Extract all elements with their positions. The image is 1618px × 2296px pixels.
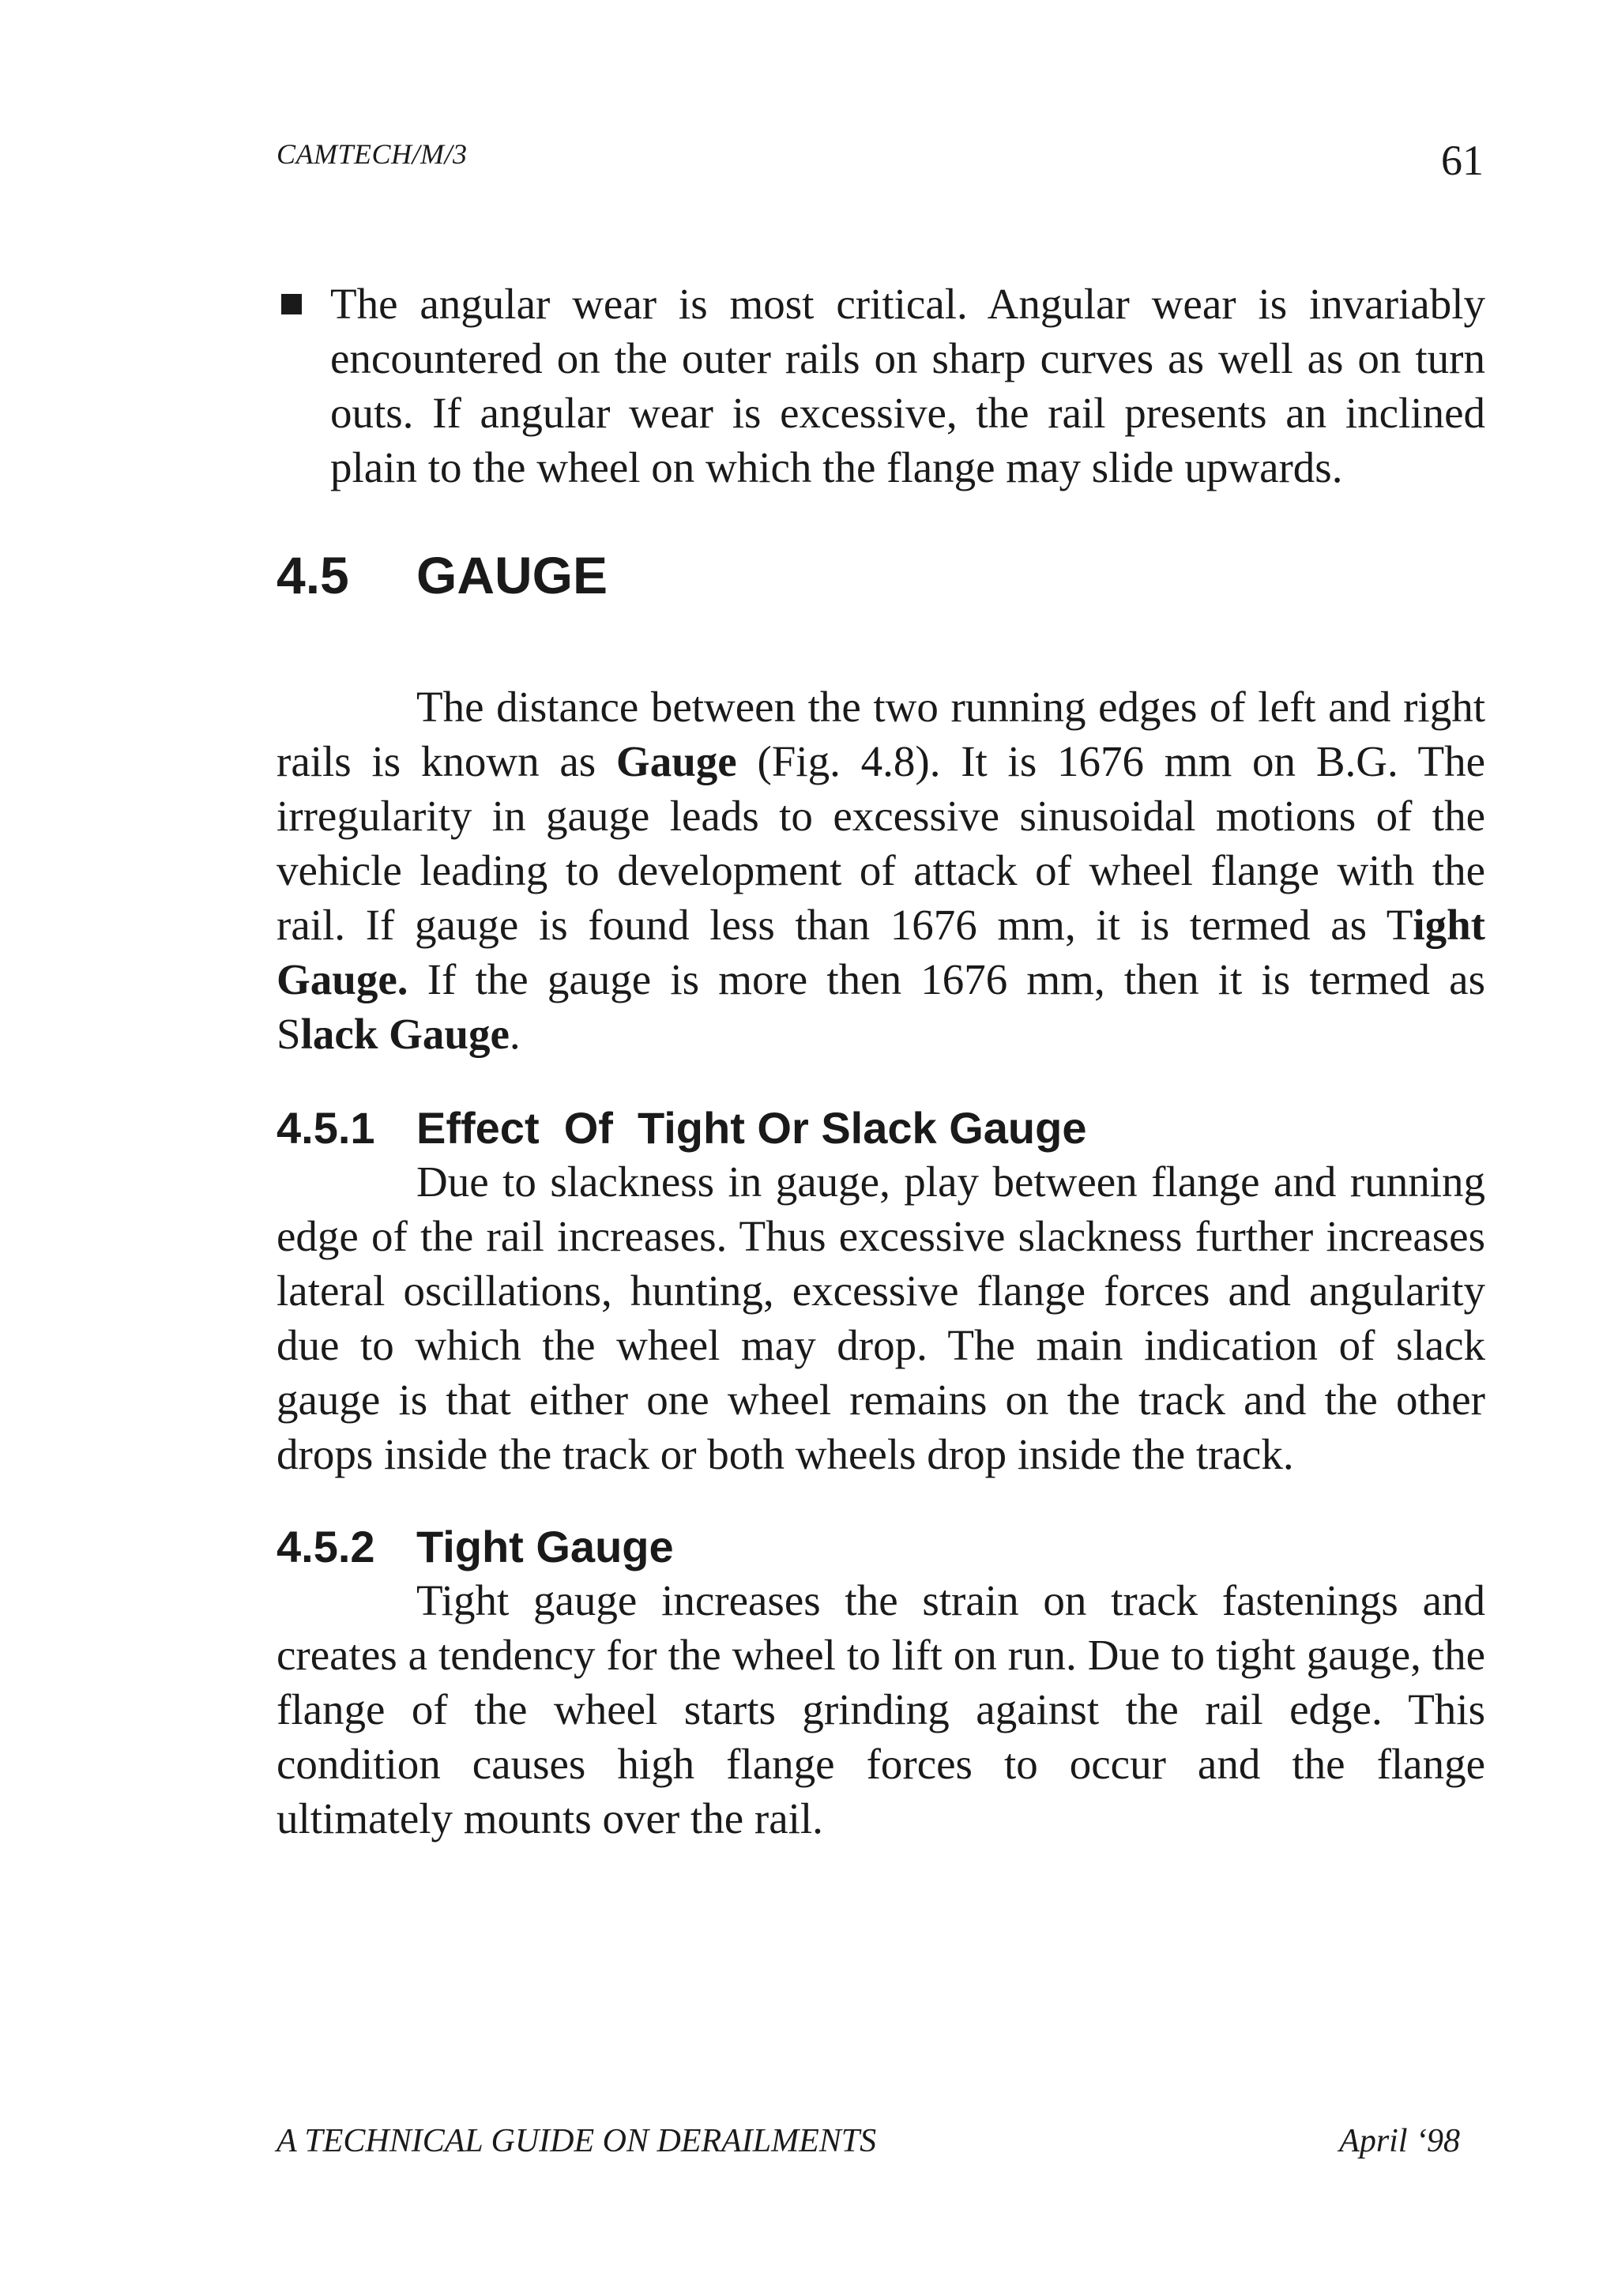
subsection-heading-4-5-1 (277, 1102, 1485, 1154)
footer-date: April ‘98 (1339, 2123, 1460, 2159)
bullet-item (277, 277, 1485, 495)
subsection-title: Tight Gauge (416, 1522, 674, 1571)
tight-gauge-paragraph: Tight gauge increases the strain on track fastenings and creates a tendency for the wheel to lift on run. Due to tight gauge, the flange of the wheel starts grinding against the rail edge. This condition causes high flange forces to occur and the flange ultimately mounts over the rail. (277, 1576, 1485, 1842)
gauge-term: Gauge (615, 737, 737, 785)
gauge-text-part-2: (Fig. 4.8). It is 1676 mm on B.G. The irregularity in gauge leads to excessive sinusoidal motions of the vehicle leading to development of attack of wheel flange with the rail. If gauge is found less than 1676 mm, it is termed as T (277, 737, 1485, 949)
header-doc-code: CAMTECH/M/3 (277, 138, 468, 170)
gauge-text-end: . (509, 1010, 521, 1058)
slack-gauge-paragraph: Due to slackness in gauge, play between flange and running edge of the rail increases. Thus excessive slackness further increases lateral oscillations, hunting, excessive flange forces and angularity due to which the wheel may drop. The main indication of slack gauge is that either one wheel remains on the track and the other drops inside the track or both wheels drop inside the track. (277, 1157, 1485, 1478)
subsection-heading-4-5-2 (277, 1521, 1485, 1573)
subsection-number: 4.5.1 (277, 1103, 375, 1153)
bullet-text: The angular wear is most critical. Angular wear is invariably encountered on the outer rails on sharp curves as well as on turn outs. If angular wear is excessive, the rail presents an inclined plain to the wheel on which the flange may slide upwards. (330, 280, 1485, 491)
section-number: 4.5 (277, 546, 349, 604)
subsection-title: Effect Of Tight Or Slack Gauge (416, 1103, 1087, 1153)
page-number: 61 (1441, 137, 1484, 184)
subsection-number: 4.5.2 (277, 1522, 375, 1571)
section-title: GAUGE (416, 546, 608, 604)
tight-gauge-term: ight Gauge. (277, 901, 1485, 1003)
footer-title: A TECHNICAL GUIDE ON DERAILMENTS (277, 2123, 877, 2159)
gauge-text-part-3: If the gauge is more then 1676 mm, then it is termed as S (277, 955, 1485, 1058)
square-bullet-icon (281, 294, 302, 314)
section-heading-4-5 (277, 544, 1485, 607)
gauge-text-part-1: The distance between the two running edges of left and right rails is known as (277, 683, 1485, 785)
page-content (277, 277, 1485, 1846)
gauge-paragraph (277, 679, 1485, 1061)
slack-gauge-term: lack Gauge (300, 1010, 510, 1058)
